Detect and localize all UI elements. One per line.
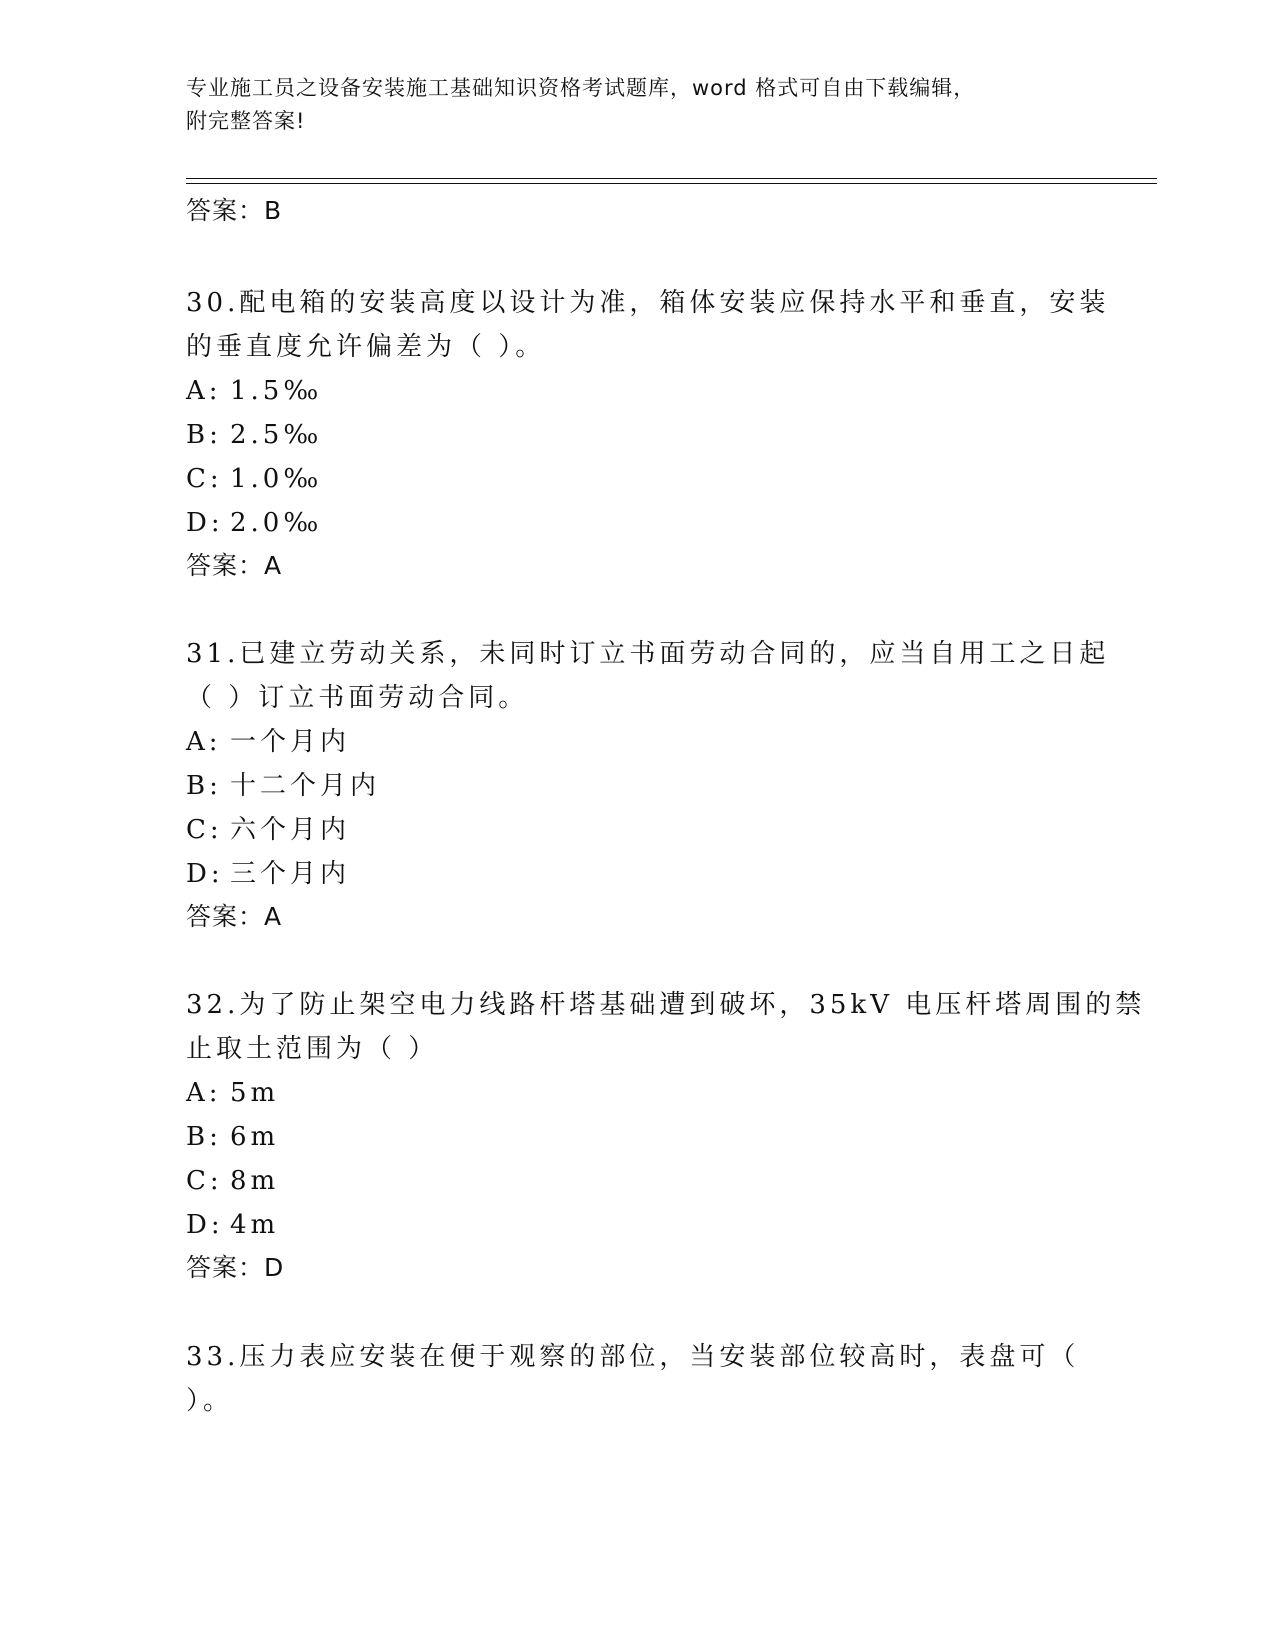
- prev-answer: 答案：B: [186, 196, 283, 225]
- option-key: A:: [186, 727, 222, 757]
- option-b: [186, 769, 380, 803]
- option-key: C:: [186, 464, 223, 494]
- option-text: 一个月内: [230, 727, 351, 757]
- header-divider-top: [186, 178, 1157, 179]
- question-stem-line-1: 32.为了防止架空电力线路杆塔基础遭到破坏，35kV 电压杆塔周围的禁: [186, 990, 1146, 1020]
- header-divider-bottom: [186, 183, 1157, 184]
- header-line-2: 附完整答案!: [186, 109, 306, 133]
- option-text: 三个月内: [230, 859, 351, 889]
- question-stem-line-1: 33.压力表应安装在便于观察的部位，当安装部位较高时，表盘可（: [186, 1342, 1080, 1372]
- option-key: A:: [186, 1078, 222, 1108]
- question-stem-line-2: （ ）订立书面劳动合同。: [186, 683, 529, 713]
- option-key: D:: [186, 508, 224, 538]
- document-header: [186, 72, 1086, 138]
- answer-line: 答案：A: [186, 902, 283, 931]
- option-key: C:: [186, 815, 223, 845]
- header-line-1: 专业施工员之设备安装施工基础知识资格考试题库，word 格式可自由下载编辑，: [186, 76, 976, 100]
- option-text: 1.5‰: [230, 376, 323, 406]
- option-key: D:: [186, 859, 224, 889]
- option-key: B:: [186, 420, 222, 450]
- option-a: [186, 374, 322, 408]
- option-text: 2.0‰: [230, 508, 323, 538]
- question-stem-line-1: 30.配电箱的安装高度以设计为准，箱体安装应保持水平和垂直，安装: [186, 288, 1110, 318]
- option-b: [186, 418, 322, 452]
- option-b: [186, 1120, 279, 1154]
- option-text: 6m: [230, 1122, 280, 1152]
- question-stem-line-1: 31.已建立劳动关系，未同时订立书面劳动合同的，应当自用工之日起: [186, 639, 1110, 669]
- option-d: [186, 506, 322, 540]
- option-c: [186, 813, 350, 847]
- option-c: [186, 462, 322, 496]
- option-text: 2.5‰: [230, 420, 323, 450]
- question-stem-line-2: ）。: [186, 1386, 234, 1416]
- option-key: A:: [186, 376, 222, 406]
- question-stem-line-2: 的垂直度允许偏差为（ ）。: [186, 332, 546, 362]
- option-d: [186, 1208, 279, 1242]
- option-key: B:: [186, 1122, 222, 1152]
- option-key: B:: [186, 771, 222, 801]
- option-a: [186, 1076, 279, 1110]
- answer-line: 答案：A: [186, 551, 283, 580]
- option-text: 5m: [230, 1078, 280, 1108]
- answer-line: 答案：D: [186, 1253, 285, 1282]
- option-key: C:: [186, 1166, 223, 1196]
- option-text: 4m: [230, 1210, 280, 1240]
- option-text: 六个月内: [230, 815, 351, 845]
- option-key: D:: [186, 1210, 224, 1240]
- option-text: 十二个月内: [230, 771, 381, 801]
- option-text: 1.0‰: [230, 464, 323, 494]
- option-d: [186, 857, 350, 891]
- question-stem-line-2: 止取土范围为（ ）: [186, 1034, 439, 1064]
- option-a: [186, 725, 350, 759]
- option-text: 8m: [230, 1166, 280, 1196]
- option-c: [186, 1164, 279, 1198]
